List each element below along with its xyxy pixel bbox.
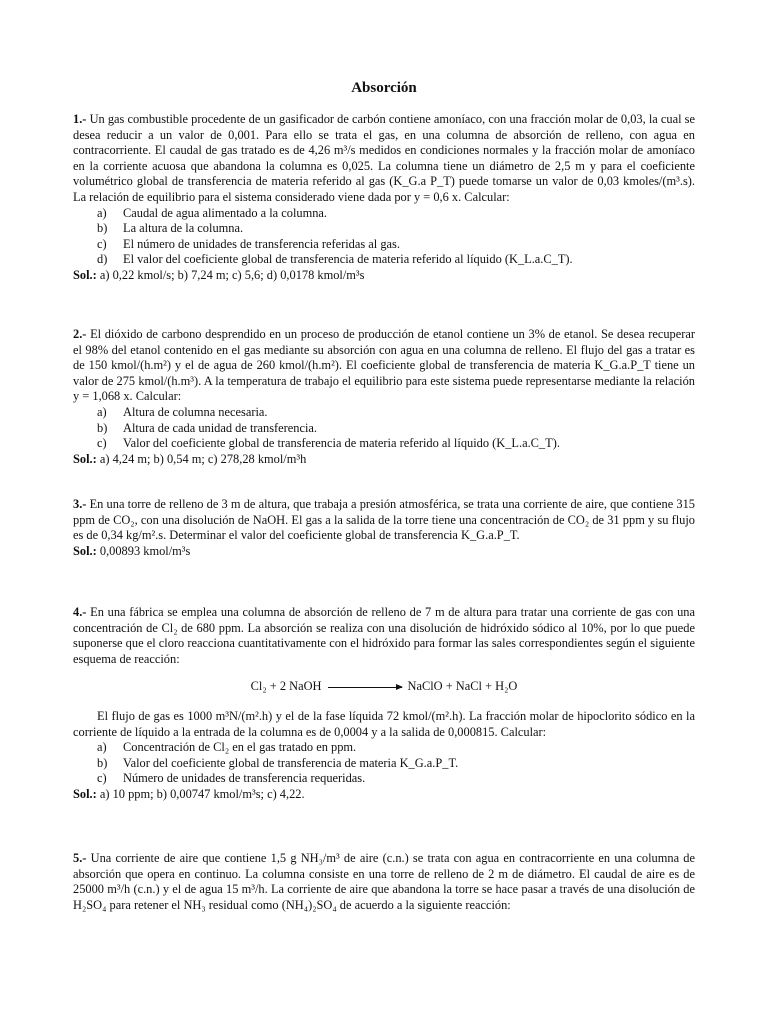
problem-number: 3.- bbox=[73, 497, 87, 511]
question-letter: c) bbox=[97, 436, 107, 451]
question-item bbox=[97, 405, 695, 421]
solution-line bbox=[73, 452, 695, 468]
question-item bbox=[97, 221, 695, 237]
question-letter: a) bbox=[97, 740, 107, 755]
question-item bbox=[97, 740, 695, 756]
question-letter: d) bbox=[97, 252, 108, 267]
problem-number: 1.- bbox=[73, 112, 87, 126]
question-letter: b) bbox=[97, 420, 108, 435]
question-text: El número de unidades de transferencia referidas al gas. bbox=[123, 236, 400, 251]
question-text: El valor del coeficiente global de transferencia de materia referido al líquido (K_L.a.C_T). bbox=[123, 252, 573, 267]
problem-1 bbox=[73, 112, 695, 284]
question-item bbox=[97, 756, 695, 772]
question-item bbox=[97, 237, 695, 253]
question-text: Valor del coeficiente global de transferencia de materia referido al líquido (K_L.a.C_T). bbox=[123, 436, 560, 451]
question-item bbox=[97, 421, 695, 437]
question-item bbox=[97, 206, 695, 222]
solution-text: 0,00893 kmol/m³s bbox=[99, 543, 191, 558]
reaction-arrow-icon bbox=[328, 687, 402, 688]
solution-line bbox=[73, 787, 695, 803]
solution-line bbox=[73, 544, 695, 560]
problem-2 bbox=[73, 327, 695, 467]
problem-4-questions bbox=[73, 740, 695, 787]
problem-4 bbox=[73, 605, 695, 803]
question-letter: a) bbox=[97, 205, 107, 220]
problem-3-statement bbox=[73, 497, 695, 544]
problem-text: Una corriente de aire que contiene 1,5 g NH₃/m³ de aire (c.n.) se trata con agua en contracorriente en una columna de absorción que opera en continuo. La columna consiste en una torre de relleno de 2 m de diámetro. El caudal de aire es de 25000 m³/h (c.n.) y el de agua 15 m³/h. La corriente de aire que abandona la torre se hace pasar a través de una disolución de H₂SO₄ para retener el NH₃ residual como (NH₄)₂SO₄ de acuerdo a la siguiente reacción: bbox=[73, 851, 695, 912]
question-text: Número de unidades de transferencia requeridas. bbox=[123, 771, 366, 786]
solution-text: a) 10 ppm; b) 0,00747 kmol/m³s; c) 4,22. bbox=[99, 786, 305, 801]
question-letter: c) bbox=[97, 771, 107, 786]
question-letter: a) bbox=[97, 404, 107, 419]
question-item bbox=[97, 771, 695, 787]
problem-5 bbox=[73, 851, 695, 913]
problem-number: 5.- bbox=[73, 851, 87, 865]
problem-1-questions bbox=[73, 206, 695, 268]
problem-4-statement bbox=[73, 605, 695, 667]
equation-products: NaClO + NaCl + H₂O bbox=[407, 679, 518, 694]
problem-number: 2.- bbox=[73, 327, 87, 341]
solution-label: Sol.: bbox=[73, 786, 97, 801]
reaction-equation bbox=[73, 679, 695, 695]
solution-text: a) 4,24 m; b) 0,54 m; c) 278,28 kmol/m³h bbox=[99, 451, 307, 466]
question-letter: b) bbox=[97, 221, 108, 236]
problem-text: En una torre de relleno de 3 m de altura, que trabaja a presión atmosférica, se trata una corriente de aire, que contiene 315 ppm de CO₂, con una disolución de NaOH. El gas a la salida de la torre tiene una concentración de CO₂ de 31 ppm y su flujo es de 0,34 kg/m².s. Determinar el valor del coeficiente global de transferencia K_G.a.P_T. bbox=[73, 497, 695, 543]
question-text: Caudal de agua alimentado a la columna. bbox=[123, 205, 328, 220]
problem-3 bbox=[73, 497, 695, 559]
question-text: Altura de cada unidad de transferencia. bbox=[123, 420, 318, 435]
problem-2-statement bbox=[73, 327, 695, 405]
solution-label: Sol.: bbox=[73, 543, 97, 558]
problem-text: En una fábrica se emplea una columna de absorción de relleno de 7 m de altura para tratar una corriente de gas con una concentración de Cl₂ de 680 ppm. La absorción se realiza con una disolución de hidróxido sódico al 10%, por lo que puede suponerse que el cloro reacciona cuantitativamente con el hidróxido para formar las sales correspondientes según el siguiente esquema de reacción: bbox=[73, 605, 695, 666]
question-item bbox=[97, 436, 695, 452]
question-letter: c) bbox=[97, 236, 107, 251]
question-text: Altura de columna necesaria. bbox=[123, 404, 268, 419]
solution-line bbox=[73, 268, 695, 284]
problem-5-statement bbox=[73, 851, 695, 913]
question-text: La altura de la columna. bbox=[123, 221, 244, 236]
problem-2-questions bbox=[73, 405, 695, 452]
problem-text: Un gas combustible procedente de un gasificador de carbón contiene amoníaco, con una fracción molar de 0,03, la cual se desea reducir a un valor de 0,001. Para ello se trata el gas, en una columna de absorción de relleno, con agua en contracorriente. El caudal de gas tratado es de 4,26 m³/s medidos en condiciones normales y la fracción molar de amoníaco en la corriente acuosa que abandona la columna es 0,025. La columna tiene un diámetro de 2,5 m y para el coeficiente volumétrico global de transferencia de materia referido al gas (K_G.a P_T) puede tomarse un valor de 0,03 kmoles/(m³.s). La relación de equilibrio para el sistema considerado viene dada por y = 0,6 x. Calcular: bbox=[73, 112, 695, 204]
problem-1-statement bbox=[73, 112, 695, 206]
solution-label: Sol.: bbox=[73, 451, 97, 466]
question-text: Concentración de Cl₂ en el gas tratado en ppm. bbox=[123, 740, 357, 755]
question-letter: b) bbox=[97, 755, 108, 770]
equation-reactants: Cl₂ + 2 NaOH bbox=[250, 679, 322, 694]
page-title: Absorción bbox=[351, 80, 417, 96]
solution-label: Sol.: bbox=[73, 267, 97, 282]
problem-text: El dióxido de carbono desprendido en un proceso de producción de etanol contiene un 3% de etanol. Se desea recuperar el 98% del etanol contenido en el gas mediante su absorción con agua en una columna de relleno. El flujo del gas a tratar es de 150 kmol/(h.m²) y el de agua de 260 kmol/(h.m²). El coeficiente global de transferencia de materia K_G.a.P_T tiene un valor de 275 kmol/(h.m³). A la temperatura de trabajo el equilibrio para este sistema puede representarse mediante la relación y = 1,068 x. Calcular: bbox=[73, 327, 695, 404]
question-text: Valor del coeficiente global de transferencia de materia K_G.a.P_T. bbox=[123, 755, 459, 770]
question-item bbox=[97, 252, 695, 268]
problem-4-continuation: El flujo de gas es 1000 m³N/(m².h) y el de la fase líquida 72 kmol/(m².h). La fracción molar de hipoclorito sódico en la corriente de líquido a la entrada de la columna es de 0,0004 y a la salida de 0,000815. Calcular: bbox=[73, 708, 695, 739]
problem-number: 4.- bbox=[73, 605, 87, 619]
solution-text: a) 0,22 kmol/s; b) 7,24 m; c) 5,6; d) 0,0178 kmol/m³s bbox=[99, 267, 365, 282]
